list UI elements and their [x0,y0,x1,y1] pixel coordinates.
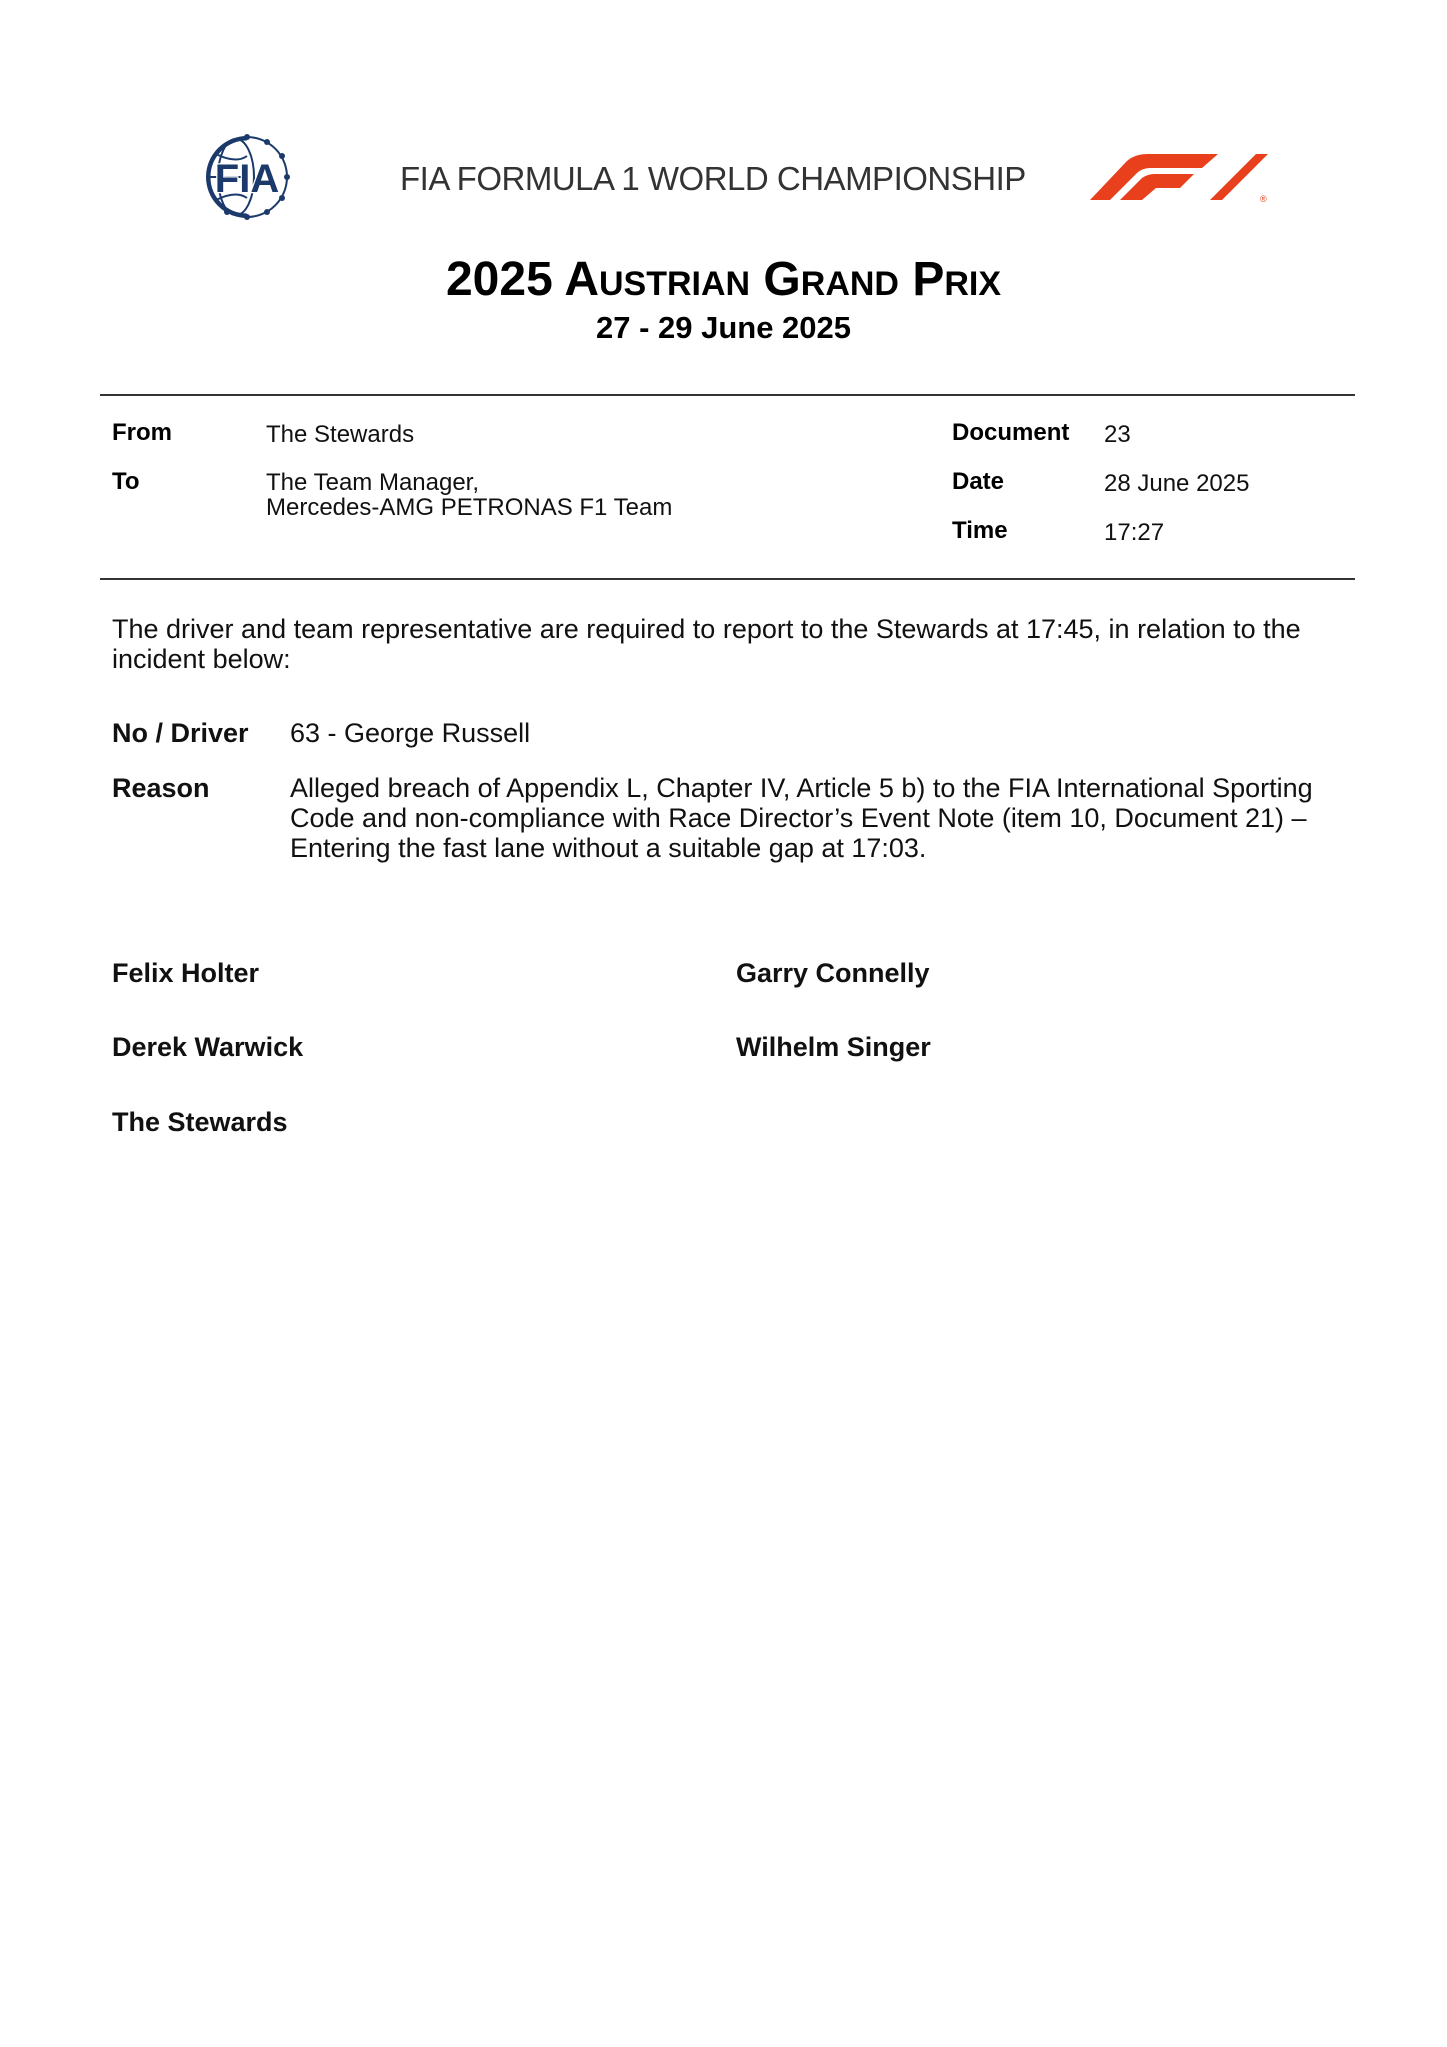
document-number: 23 [1104,421,1131,448]
document-label: Document [952,419,1070,446]
fia-logo-text: FIA [214,157,280,201]
driver-label: No / Driver [112,718,249,748]
from-value: The Stewards [266,421,415,448]
steward-name: Garry Connelly [736,958,930,988]
championship-title: FIA FORMULA 1 WORLD CHAMPIONSHIP [400,160,1026,197]
intro-paragraph: The driver and team representative are required to report to the Stewards at 17:45, in relation to the incident below: [112,614,1301,674]
registered-mark-icon: ® [1260,194,1267,204]
steward-name: Wilhelm Singer [736,1032,931,1062]
date-value: 28 June 2025 [1104,470,1250,497]
driver-value: 63 - George Russell [290,718,531,748]
time-value: 17:27 [1104,519,1165,546]
to-value-line: The Team Manager, [266,469,480,496]
to-value-line: Mercedes-AMG PETRONAS F1 Team [266,494,673,521]
meta-divider [100,578,1355,580]
date-label: Date [952,468,1005,495]
to-value [266,470,672,520]
to-label: To [112,468,140,495]
reason-label: Reason [112,773,210,803]
stewards-signoff: The Stewards [112,1107,288,1137]
f1-logo [1090,152,1268,204]
event-title: 2025 Austrian Grand Prix [445,253,1002,306]
from-label: From [112,419,172,446]
steward-name: Felix Holter [112,958,260,988]
time-label: Time [952,517,1008,544]
header-divider [100,394,1355,396]
event-dates: 27 - 29 June 2025 [595,310,852,345]
steward-name: Derek Warwick [112,1032,304,1062]
reason-value: Alleged breach of Appendix L, Chapter IV, Article 5 b) to the FIA International Sporting Code and non-compliance with Race Director’s Event Note (item 10, Document 21) – Entering the fast lane without a suitable gap at 17:03. [290,773,1313,863]
fia-logo [186,134,308,220]
